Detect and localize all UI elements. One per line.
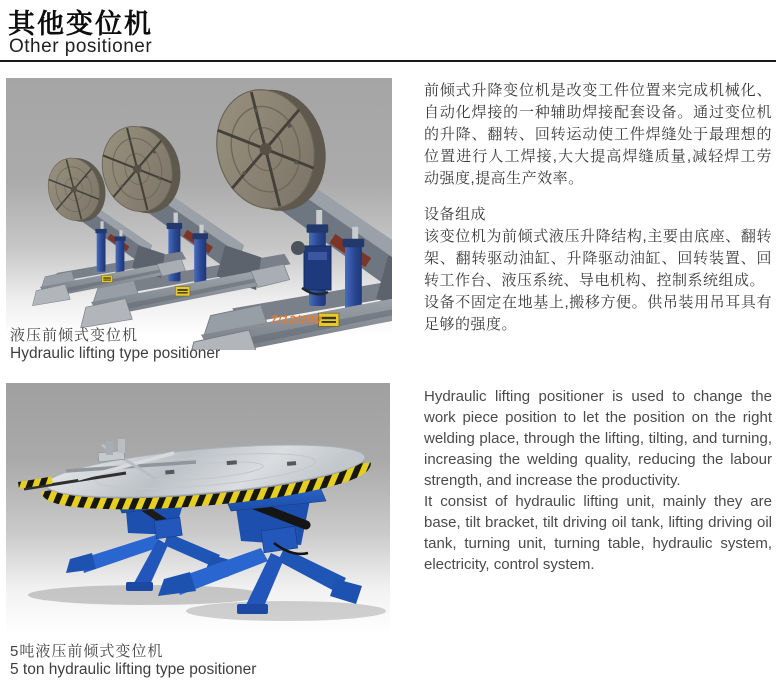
bottom-caption-zh: 5吨液压前倾式变位机 bbox=[10, 643, 164, 660]
article-text-column bbox=[424, 80, 772, 575]
intro-paragraph-zh: 前倾式升降变位机是改变工件位置来完成机械化、自动化焊接的一种辅助焊接配套设备。通过变位机的升降、翻转、回转运动使工件焊缝处于最理想的位置进行人工焊接,大大提高焊缝质量,减轻焊工劳动强度,提高生产效率。 bbox=[424, 82, 772, 187]
note-paragraph-zh: 设备不固定在地基上,搬移方便。供吊装用吊耳具有足够的强度。 bbox=[424, 294, 772, 333]
five-ton-positioner-photo bbox=[6, 383, 390, 633]
top-caption-zh: 液压前倾式变位机 bbox=[10, 327, 139, 344]
bottom-caption-en: 5 ton hydraulic lifting type positioner bbox=[10, 661, 257, 678]
page-subtitle: Other positioner bbox=[9, 36, 153, 57]
composition-paragraph-en: It consist of hydraulic lifting unit, mainly they are base, tilt bracket, tilt driving oil tank, lifting driving oil tank, turning unit, turning table, hydraulic system, electricity, control system. bbox=[424, 493, 772, 573]
top-caption-en: Hydraulic lifting type positioner bbox=[10, 345, 221, 362]
top-figure-caption bbox=[10, 327, 220, 362]
hydraulic-positioner-photo bbox=[6, 78, 392, 350]
photo-date-watermark: 7/12/200 bbox=[271, 314, 322, 326]
intro-paragraph-en: Hydraulic lifting positioner is used to change the work piece position to let the position on the right welding place, through the lifting, tilting, and turning, increasing the welding quality, reducing the labour strength, and increase the productivity. bbox=[424, 388, 772, 489]
title-divider-rule bbox=[0, 60, 776, 62]
composition-paragraph-zh: 该变位机为前倾式液压升降结构,主要由底座、翻转架、翻转驱动油缸、升降驱动油缸、回转装置、回转工作台、液压系统、导电机构、控制系统组成。 bbox=[424, 228, 772, 289]
section-heading-equipment-composition: 设备组成 bbox=[424, 206, 487, 223]
page-title: 其他变位机 bbox=[8, 9, 153, 39]
bottom-figure-caption bbox=[10, 643, 256, 678]
